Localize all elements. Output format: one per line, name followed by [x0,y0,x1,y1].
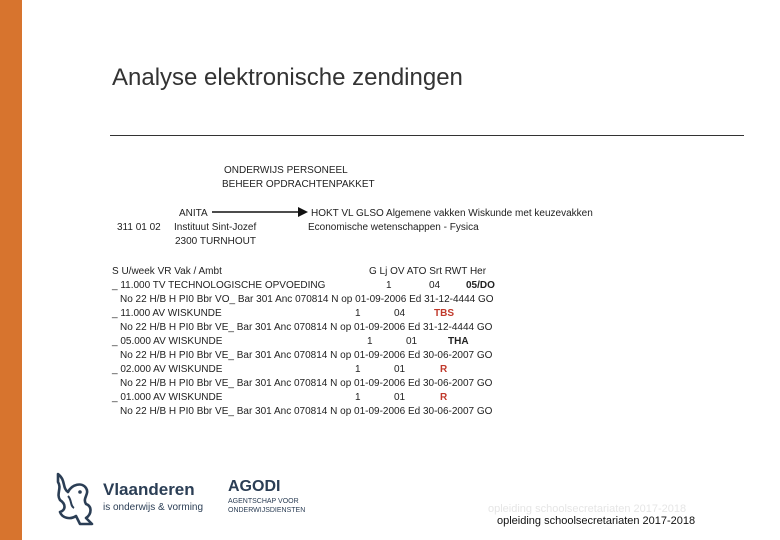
entry-code: R [440,392,448,403]
entry-g: 1 [355,308,361,319]
table-header-left: S U/week VR Vak / Ambt [112,266,222,277]
entry-g: 1 [355,392,361,403]
entry-subject: _ 11.000 TV TECHNOLOGISCHE OPVOEDING [112,280,326,291]
entry-g: 1 [355,364,361,375]
entry-code: TBS [434,308,454,319]
right-arrow-icon [212,206,308,218]
course-line-2: Economische wetenschappen - Fysica [308,222,479,233]
entry-g: 1 [386,280,392,291]
footer-text: opleiding schoolsecretariaten 2017-2018 [497,515,696,527]
entry-code: 05/DO [466,280,495,291]
title-divider [110,135,744,136]
entry-subject: _ 02.000 AV WISKUNDE [112,364,223,375]
vlaanderen-logo-name: Vlaanderen [103,480,195,499]
table-header-right: G Lj OV ATO Srt RWT Her [369,266,487,277]
person-code: 311 01 02 [117,222,161,233]
footer-shadow-text: opleiding schoolsecretariaten 2017-2018 [488,503,687,515]
entry-detail: No 22 H/B H PI0 Bbr VE_ Bar 301 Anc 070814 N op 01-09-2006 Ed 30-06-2007 GO [120,350,493,361]
entry-detail: No 22 H/B H PI0 Bbr VE_ Bar 301 Anc 070814 N op 01-09-2006 Ed 31-12-4444 GO [120,322,493,333]
entry-srt: 04 [394,308,406,319]
person-city: 2300 TURNHOUT [175,236,256,247]
agodi-logo-tagline [228,497,305,515]
entry-srt: 01 [394,364,406,375]
entry-srt: 01 [406,336,418,347]
entry-detail: No 22 H/B H PI0 Bbr VO_ Bar 301 Anc 070814 N op 01-09-2006 Ed 31-12-4444 GO [120,294,494,305]
entry-detail: No 22 H/B H PI0 Bbr VE_ Bar 301 Anc 070814 N op 01-09-2006 Ed 30-06-2007 GO [120,378,493,389]
slide-title: Analyse elektronische zendingen [112,64,463,91]
entry-subject: _ 05.000 AV WISKUNDE [112,336,223,347]
entry-code: THA [448,336,469,347]
entry-code: R [440,364,448,375]
header-line-1: ONDERWIJS PERSONEEL [224,165,348,176]
entry-subject: _ 01.000 AV WISKUNDE [112,392,223,403]
person-institute: Instituut Sint-Jozef [174,222,257,233]
agodi-tagline-line-2: ONDERWIJSDIENSTEN [228,507,306,514]
agodi-tagline-line-1: AGENTSCHAP VOOR [228,498,299,505]
entry-detail: No 22 H/B H PI0 Bbr VE_ Bar 301 Anc 070814 N op 01-09-2006 Ed 30-06-2007 GO [120,406,493,417]
course-line-1: HOKT VL GLSO Algemene vakken Wiskunde met keuzevakken [311,208,593,219]
accent-sidebar [0,0,22,540]
agodi-logo-name: AGODI [228,478,281,495]
vlaanderen-logo-tagline: is onderwijs & vorming [103,502,204,513]
entry-g: 1 [367,336,373,347]
vlaanderen-lion-icon [52,470,96,526]
header-line-2: BEHEER OPDRACHTENPAKKET [222,179,375,190]
entry-subject: _ 11.000 AV WISKUNDE [112,308,222,319]
entry-srt: 04 [429,280,441,291]
entry-srt: 01 [394,392,406,403]
person-name: ANITA [179,208,208,219]
